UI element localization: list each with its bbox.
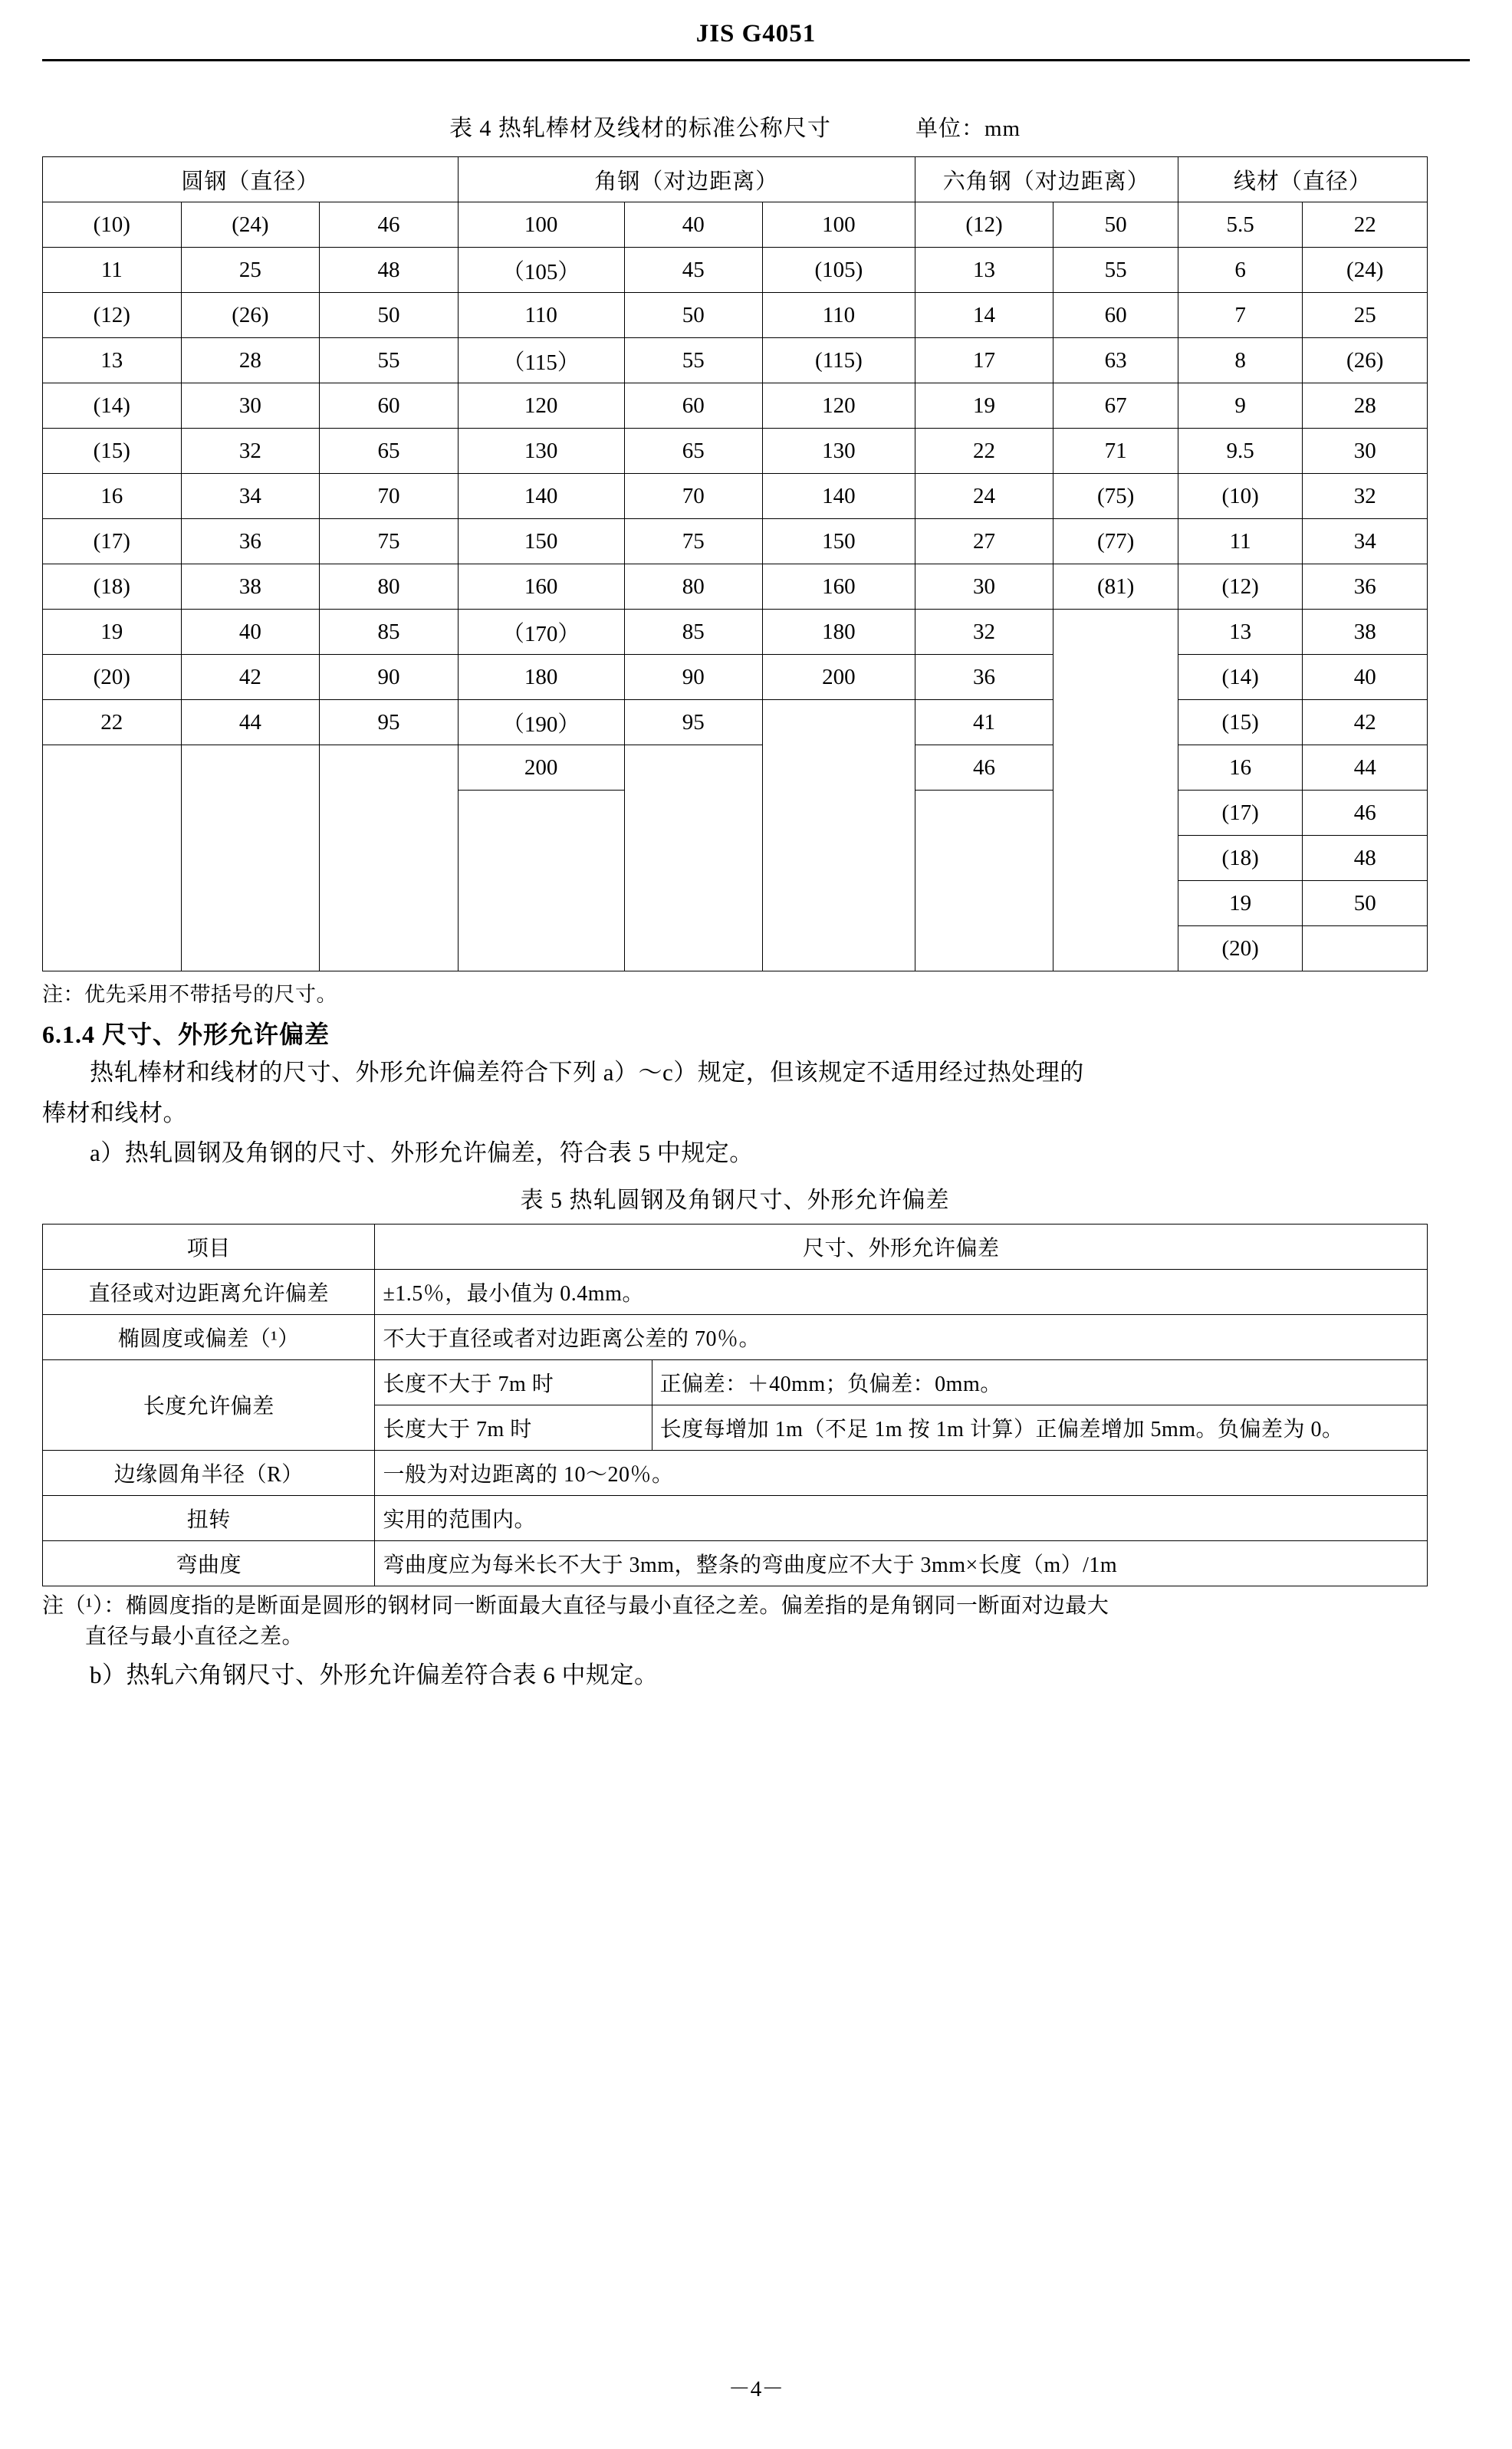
table4-cell: 9 xyxy=(1178,383,1303,429)
table4-cell: （115） xyxy=(458,338,624,383)
table4-cell: 130 xyxy=(458,429,624,474)
table4-cell: 50 xyxy=(1053,202,1178,248)
table4-cell: 120 xyxy=(458,383,624,429)
table5-footnote-line2: 直径与最小直径之差。 xyxy=(85,1625,304,1649)
table4-cell-empty xyxy=(43,926,182,971)
table4-cell: （105） xyxy=(458,248,624,293)
table5-item-twist: 扭转 xyxy=(43,1495,375,1540)
table4-cell: 13 xyxy=(43,338,182,383)
table4-cell: 40 xyxy=(181,610,320,655)
table4-cell: 50 xyxy=(320,293,459,338)
table4-cell: 150 xyxy=(763,519,915,564)
table5-footnote-line1: 注（¹）：椭圆度指的是断面是圆形的钢材同一断面最大直径与最小直径之差。偏差指的是角钢同一断面对边最大 xyxy=(42,1593,1109,1618)
table5-title: 表 5 热轧圆钢及角钢尺寸、外形允许偏差 xyxy=(520,1187,950,1213)
table4-cell-empty xyxy=(915,926,1053,971)
table4-cell: 41 xyxy=(915,700,1053,745)
table4-cell-empty xyxy=(181,791,320,836)
table4 xyxy=(42,156,1428,971)
table5-value-diameter: ±1.5％，最小值为 0.4mm。 xyxy=(375,1269,1428,1314)
table4-cell: 46 xyxy=(915,745,1053,791)
table4-cell: 7 xyxy=(1178,293,1303,338)
table4-cell: 90 xyxy=(624,655,763,700)
table4-cell: 27 xyxy=(915,519,1053,564)
table4-cell: 22 xyxy=(43,700,182,745)
table4-cell: 180 xyxy=(458,655,624,700)
table4-cell-empty xyxy=(43,791,182,836)
table4-cell-empty xyxy=(181,836,320,881)
table4-cell-empty xyxy=(43,836,182,881)
table4-cell-empty xyxy=(1053,881,1178,926)
table4-cell-empty xyxy=(915,881,1053,926)
table4-cell: (12) xyxy=(915,202,1053,248)
table4-cell: 25 xyxy=(1303,293,1428,338)
table4-cell: 80 xyxy=(320,564,459,610)
table4-cell-empty xyxy=(458,791,624,836)
table4-cell-empty xyxy=(915,836,1053,881)
table4-cell: 5.5 xyxy=(1178,202,1303,248)
table5-length-cond-1: 长度不大于 7m 时 xyxy=(375,1359,652,1405)
table4-cell: 36 xyxy=(915,655,1053,700)
table-row xyxy=(43,519,1428,564)
table4-cell: 48 xyxy=(1303,836,1428,881)
table-row xyxy=(43,1495,1428,1540)
page-number: －4－ xyxy=(728,2377,784,2401)
table4-cell-empty xyxy=(320,836,459,881)
table4-cell: 130 xyxy=(763,429,915,474)
table4-cell: 63 xyxy=(1053,338,1178,383)
table4-cell: 55 xyxy=(1053,248,1178,293)
table-row xyxy=(43,700,1428,745)
table4-cell: (115) xyxy=(763,338,915,383)
table4-cell: 200 xyxy=(763,655,915,700)
table4-cell: 19 xyxy=(1178,881,1303,926)
table4-cell: 19 xyxy=(915,383,1053,429)
table4-cell: （170） xyxy=(458,610,624,655)
table4-cell: 80 xyxy=(624,564,763,610)
table4-cell: 50 xyxy=(624,293,763,338)
table4-cell-empty xyxy=(763,791,915,836)
table4-cell: (14) xyxy=(1178,655,1303,700)
table5-length-val-2: 长度每增加 1m（不足 1m 按 1m 计算）正偏差增加 5mm。负偏差为 0。 xyxy=(652,1405,1427,1450)
table4-cell-empty xyxy=(458,881,624,926)
table4-cell: 28 xyxy=(181,338,320,383)
table4-cell: (20) xyxy=(1178,926,1303,971)
table4-cell-empty xyxy=(320,926,459,971)
table-row xyxy=(43,429,1428,474)
table4-cell-empty xyxy=(320,881,459,926)
table4-cell: 40 xyxy=(624,202,763,248)
table-row xyxy=(43,610,1428,655)
table5-item-bending: 弯曲度 xyxy=(43,1540,375,1586)
table4-cell: 36 xyxy=(181,519,320,564)
table4-cell: 48 xyxy=(320,248,459,293)
table4-cell: 95 xyxy=(320,700,459,745)
table4-cell: 65 xyxy=(320,429,459,474)
table4-cell: 70 xyxy=(320,474,459,519)
table4-header-wire: 线材（直径） xyxy=(1178,157,1427,202)
table4-header-square: 角钢（对边距离） xyxy=(458,157,915,202)
table-row xyxy=(43,338,1428,383)
table4-cell-empty xyxy=(181,881,320,926)
table4-cell: 30 xyxy=(1303,429,1428,474)
table4-cell: 16 xyxy=(43,474,182,519)
table4-cell: 11 xyxy=(1178,519,1303,564)
table4-cell: (20) xyxy=(43,655,182,700)
table4-cell: 32 xyxy=(1303,474,1428,519)
table4-cell: 100 xyxy=(458,202,624,248)
table4-cell-empty xyxy=(763,881,915,926)
table4-cell: (75) xyxy=(1053,474,1178,519)
table4-cell: 160 xyxy=(458,564,624,610)
table4-cell: 9.5 xyxy=(1178,429,1303,474)
table4-cell: 28 xyxy=(1303,383,1428,429)
table-row xyxy=(43,926,1428,971)
section-item-b: b）热轧六角钢尺寸、外形允许偏差符合表 6 中规定。 xyxy=(90,1661,659,1688)
table4-cell: 44 xyxy=(181,700,320,745)
table4-cell: 60 xyxy=(624,383,763,429)
table4-cell: 100 xyxy=(763,202,915,248)
table4-cell: (81) xyxy=(1053,564,1178,610)
table4-cell-empty xyxy=(624,791,763,836)
table4-cell-empty xyxy=(1053,655,1178,700)
table4-cell: 32 xyxy=(915,610,1053,655)
table5-item-radius: 边缘圆角半径（R） xyxy=(43,1450,375,1495)
table5-value-ovality: 不大于直径或者对边距离公差的 70％。 xyxy=(375,1314,1428,1359)
table4-cell: (18) xyxy=(1178,836,1303,881)
table4-cell: 30 xyxy=(915,564,1053,610)
table4-unit: 单位：mm xyxy=(915,117,1021,141)
table4-cell: 90 xyxy=(320,655,459,700)
table5-value-bending: 弯曲度应为每米长不大于 3mm，整条的弯曲度应不大于 3mm×长度（m）/1m xyxy=(375,1540,1428,1586)
table4-cell: 45 xyxy=(624,248,763,293)
table-row xyxy=(43,1269,1428,1314)
table4-cell-empty xyxy=(1053,745,1178,791)
table4-cell: 180 xyxy=(763,610,915,655)
table4-cell: (24) xyxy=(1303,248,1428,293)
table4-cell: 13 xyxy=(1178,610,1303,655)
table4-cell: (12) xyxy=(1178,564,1303,610)
section-heading-6-1-4: 6.1.4 尺寸、外形允许偏差 xyxy=(42,1021,330,1048)
table4-cell: 75 xyxy=(624,519,763,564)
table4-cell: (17) xyxy=(1178,791,1303,836)
table-row xyxy=(43,383,1428,429)
table4-cell: 8 xyxy=(1178,338,1303,383)
table4-cell-empty xyxy=(1053,791,1178,836)
table4-cell-empty xyxy=(458,926,624,971)
table4-cell-empty xyxy=(1053,926,1178,971)
table4-cell: 19 xyxy=(43,610,182,655)
table4-cell: 46 xyxy=(1303,791,1428,836)
table5-footnote xyxy=(42,1591,1428,1653)
table4-cell: (26) xyxy=(1303,338,1428,383)
table5-header-item: 项目 xyxy=(43,1224,375,1269)
table-row xyxy=(43,202,1428,248)
table4-cell: 46 xyxy=(320,202,459,248)
table4-note: 注：优先采用不带括号的尺寸。 xyxy=(42,983,337,1006)
table4-cell: 95 xyxy=(624,700,763,745)
table4-cell-empty xyxy=(624,881,763,926)
table4-cell: 160 xyxy=(763,564,915,610)
table4-cell: (77) xyxy=(1053,519,1178,564)
table-row xyxy=(43,474,1428,519)
table4-cell-empty xyxy=(320,745,459,791)
table4-cell: 13 xyxy=(915,248,1053,293)
table-row xyxy=(43,1314,1428,1359)
table4-cell: 38 xyxy=(1303,610,1428,655)
table4-cell-empty xyxy=(1053,700,1178,745)
table4-cell: 85 xyxy=(624,610,763,655)
table4-cell: 110 xyxy=(458,293,624,338)
table4-cell: (10) xyxy=(43,202,182,248)
table-row xyxy=(43,564,1428,610)
table5-item-ovality: 椭圆度或偏差（¹） xyxy=(43,1314,375,1359)
table-row xyxy=(43,1450,1428,1495)
table4-cell: (12) xyxy=(43,293,182,338)
table4-header-round: 圆钢（直径） xyxy=(43,157,459,202)
table4-cell: 42 xyxy=(181,655,320,700)
table4-cell: 11 xyxy=(43,248,182,293)
table4-cell: 55 xyxy=(320,338,459,383)
table4-cell: 44 xyxy=(1303,745,1428,791)
table4-cell: (26) xyxy=(181,293,320,338)
table5-value-radius: 一般为对边距离的 10～20％。 xyxy=(375,1450,1428,1495)
table4-cell: 67 xyxy=(1053,383,1178,429)
table-row xyxy=(43,1540,1428,1586)
table4-cell-empty xyxy=(1053,836,1178,881)
table4-cell: 60 xyxy=(320,383,459,429)
table4-cell-empty xyxy=(624,926,763,971)
table4-cell: 36 xyxy=(1303,564,1428,610)
table4-cell: (15) xyxy=(1178,700,1303,745)
table4-cell: 70 xyxy=(624,474,763,519)
table4-cell: (14) xyxy=(43,383,182,429)
table5 xyxy=(42,1224,1428,1586)
table4-cell-empty xyxy=(763,745,915,791)
table5-item-length: 长度允许偏差 xyxy=(43,1359,375,1450)
table4-cell-empty xyxy=(763,836,915,881)
section-paragraph-line1: 热轧棒材和线材的尺寸、外形允许偏差符合下列 a）～c）规定，但该规定不适用经过热处理的 xyxy=(90,1059,1084,1086)
table-row xyxy=(43,655,1428,700)
table4-body xyxy=(43,202,1428,971)
table5-item-diameter: 直径或对边距离允许偏差 xyxy=(43,1269,375,1314)
table4-cell: 150 xyxy=(458,519,624,564)
table-row xyxy=(43,881,1428,926)
table4-cell: 6 xyxy=(1178,248,1303,293)
table4-cell: 65 xyxy=(624,429,763,474)
table4-cell: 17 xyxy=(915,338,1053,383)
table4-cell-empty xyxy=(624,836,763,881)
table4-cell: (10) xyxy=(1178,474,1303,519)
table4-cell: 16 xyxy=(1178,745,1303,791)
table4-cell: 60 xyxy=(1053,293,1178,338)
table5-header-row xyxy=(43,1224,1428,1269)
table5-header-tolerance: 尺寸、外形允许偏差 xyxy=(375,1224,1428,1269)
table4-cell: 42 xyxy=(1303,700,1428,745)
table4-cell: 30 xyxy=(181,383,320,429)
table4-cell-empty xyxy=(624,745,763,791)
table-row xyxy=(43,1359,1428,1405)
table5-value-twist: 实用的范围内。 xyxy=(375,1495,1428,1540)
table4-cell: 200 xyxy=(458,745,624,791)
table4-header-row xyxy=(43,157,1428,202)
page-header: JIS G4051 xyxy=(695,20,817,48)
table4-cell: (17) xyxy=(43,519,182,564)
table5-length-val-1: 正偏差：＋40mm；负偏差：0mm。 xyxy=(652,1359,1427,1405)
table-row xyxy=(43,836,1428,881)
table4-cell: 140 xyxy=(458,474,624,519)
table4-cell: 32 xyxy=(181,429,320,474)
table4-cell: 25 xyxy=(181,248,320,293)
table4-cell: （190） xyxy=(458,700,624,745)
table4-cell: 71 xyxy=(1053,429,1178,474)
table4-cell: 22 xyxy=(1303,202,1428,248)
table4-cell-empty xyxy=(181,926,320,971)
table4-cell: 22 xyxy=(915,429,1053,474)
table4-cell: 140 xyxy=(763,474,915,519)
table4-cell-empty xyxy=(43,745,182,791)
table4-cell-empty xyxy=(458,836,624,881)
table4-cell: 14 xyxy=(915,293,1053,338)
table-row xyxy=(43,248,1428,293)
table4-cell-empty xyxy=(43,881,182,926)
table4-header-hex: 六角钢（对边距离） xyxy=(915,157,1178,202)
table4-cell: 34 xyxy=(181,474,320,519)
table4-cell: 85 xyxy=(320,610,459,655)
table4-cell: 34 xyxy=(1303,519,1428,564)
table4-cell-empty xyxy=(320,791,459,836)
table4-cell: (15) xyxy=(43,429,182,474)
table-row xyxy=(43,745,1428,791)
section-paragraph-line2: 棒材和线材。 xyxy=(42,1099,187,1126)
table4-cell-empty xyxy=(763,700,915,745)
page-content xyxy=(0,109,1512,1693)
table4-title: 表 4 热轧棒材及线材的标准公称尺寸 xyxy=(449,116,831,141)
table4-cell-empty xyxy=(763,926,915,971)
table4-cell: (24) xyxy=(181,202,320,248)
table4-cell: (105) xyxy=(763,248,915,293)
table5-length-cond-2: 长度大于 7m 时 xyxy=(375,1405,652,1450)
table-row xyxy=(43,293,1428,338)
table4-cell-empty xyxy=(915,791,1053,836)
table4-cell: 75 xyxy=(320,519,459,564)
table4-cell: 110 xyxy=(763,293,915,338)
table-row xyxy=(43,791,1428,836)
header-divider xyxy=(42,59,1470,61)
table4-cell: 40 xyxy=(1303,655,1428,700)
table4-cell: 120 xyxy=(763,383,915,429)
section-item-a: a）热轧圆钢及角钢的尺寸、外形允许偏差，符合表 5 中规定。 xyxy=(90,1139,754,1166)
table4-cell: (18) xyxy=(43,564,182,610)
table4-cell: 55 xyxy=(624,338,763,383)
table4-title-row xyxy=(42,109,1428,143)
table4-cell: 50 xyxy=(1303,881,1428,926)
table4-cell-empty xyxy=(1303,926,1428,971)
table4-cell-empty xyxy=(181,745,320,791)
table4-cell: 38 xyxy=(181,564,320,610)
table4-cell: 24 xyxy=(915,474,1053,519)
table4-cell-empty xyxy=(1053,610,1178,655)
